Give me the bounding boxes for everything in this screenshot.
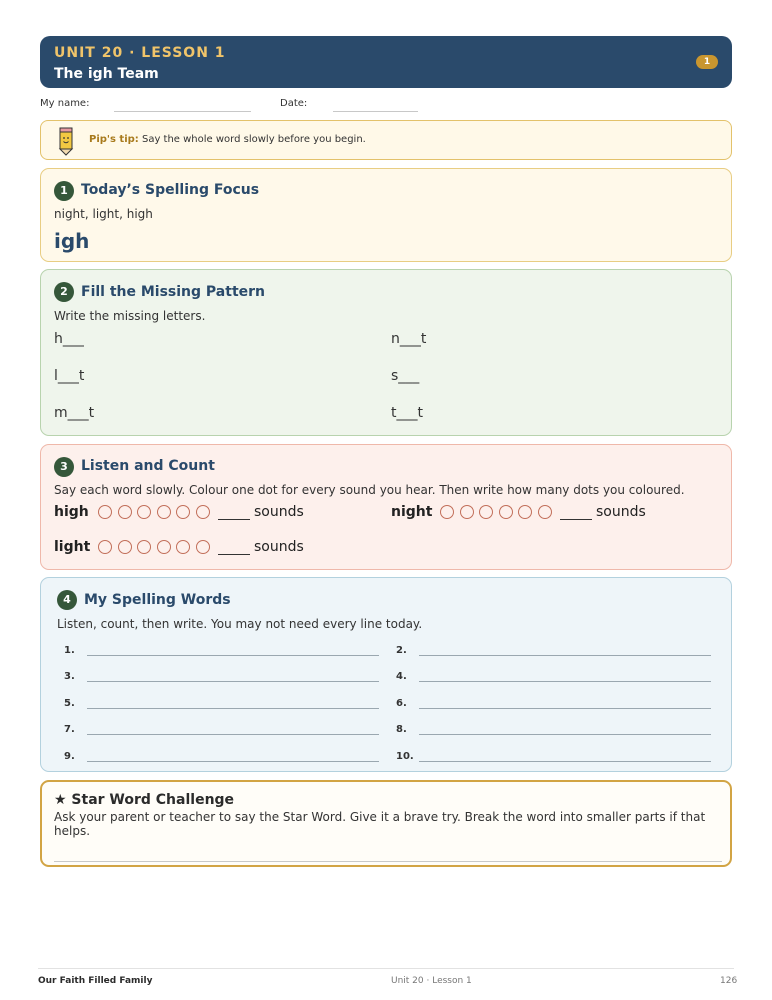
spelling-write-line[interactable] bbox=[87, 655, 379, 656]
section-number: 2 bbox=[54, 282, 74, 302]
sound-dot[interactable] bbox=[98, 505, 112, 519]
spelling-write-line[interactable] bbox=[419, 734, 711, 735]
missing-letter-item[interactable]: t___t bbox=[391, 405, 423, 421]
missing-letter-item[interactable]: n___t bbox=[391, 331, 427, 347]
sound-dot[interactable] bbox=[538, 505, 552, 519]
sound-dots[interactable] bbox=[98, 540, 215, 554]
line-number: 7. bbox=[64, 724, 75, 735]
count-word: night bbox=[391, 504, 433, 520]
lesson-title: The igh Team bbox=[54, 66, 159, 82]
missing-letter-item[interactable]: l___t bbox=[54, 368, 85, 384]
footer-lesson: Unit 20 · Lesson 1 bbox=[391, 976, 472, 986]
spelling-write-line[interactable] bbox=[419, 708, 711, 709]
unit-label: UNIT 20 · LESSON 1 bbox=[54, 45, 226, 61]
sound-count-blank[interactable] bbox=[218, 542, 250, 555]
section-title: Listen and Count bbox=[81, 458, 215, 474]
pencil-icon bbox=[57, 126, 75, 156]
line-number: 10. bbox=[396, 751, 414, 762]
section-title: My Spelling Words bbox=[84, 592, 231, 608]
line-number: 5. bbox=[64, 698, 75, 709]
lesson-badge: 1 bbox=[696, 55, 718, 69]
line-number: 2. bbox=[396, 645, 407, 656]
sound-dot[interactable] bbox=[137, 505, 151, 519]
page-number: 126 bbox=[720, 976, 738, 986]
sound-dot[interactable] bbox=[118, 505, 132, 519]
spelling-write-line[interactable] bbox=[87, 708, 379, 709]
sound-count-blank[interactable] bbox=[218, 507, 250, 520]
spelling-write-line[interactable] bbox=[419, 681, 711, 682]
sound-dot[interactable] bbox=[118, 540, 132, 554]
lesson-header bbox=[40, 36, 732, 88]
line-number: 6. bbox=[396, 698, 407, 709]
sound-dot[interactable] bbox=[98, 540, 112, 554]
section-number: 3 bbox=[54, 457, 74, 477]
star-challenge-text: Ask your parent or teacher to say the Star Word. Give it a brave try. Break the word into smaller parts if that helps. bbox=[54, 810, 706, 838]
count-word: high bbox=[54, 504, 89, 520]
spelling-focus-section bbox=[40, 168, 732, 262]
spelling-write-line[interactable] bbox=[419, 655, 711, 656]
sound-dot[interactable] bbox=[196, 540, 210, 554]
footer-brand: Our Faith Filled Family bbox=[38, 976, 153, 986]
date-field[interactable] bbox=[333, 111, 418, 112]
sound-dot[interactable] bbox=[176, 505, 190, 519]
focus-words: night, light, high bbox=[54, 207, 153, 221]
focus-pattern: igh bbox=[54, 229, 90, 253]
line-number: 1. bbox=[64, 645, 75, 656]
tip-message: Say the whole word slowly before you begin. bbox=[141, 134, 366, 145]
sound-dot[interactable] bbox=[137, 540, 151, 554]
missing-letter-item[interactable]: h___ bbox=[54, 331, 84, 347]
missing-letter-item[interactable]: s___ bbox=[391, 368, 420, 384]
name-field[interactable] bbox=[114, 111, 251, 112]
tip-text bbox=[89, 134, 366, 145]
count-word: light bbox=[54, 539, 91, 555]
line-number: 4. bbox=[396, 671, 407, 682]
sound-count-blank[interactable] bbox=[560, 507, 592, 520]
fill-missing-pattern-section bbox=[40, 269, 732, 436]
sound-dots[interactable] bbox=[440, 505, 557, 519]
sound-dot[interactable] bbox=[479, 505, 493, 519]
line-number: 3. bbox=[64, 671, 75, 682]
line-number: 8. bbox=[396, 724, 407, 735]
missing-letter-item[interactable]: m___t bbox=[54, 405, 95, 421]
sound-dot[interactable] bbox=[499, 505, 513, 519]
star-word-write-line[interactable] bbox=[54, 861, 722, 862]
sounds-label: sounds bbox=[596, 504, 646, 520]
sound-dot[interactable] bbox=[157, 505, 171, 519]
line-number: 9. bbox=[64, 751, 75, 762]
sounds-label: sounds bbox=[254, 504, 304, 520]
sound-dot[interactable] bbox=[518, 505, 532, 519]
star-challenge-title: ★ Star Word Challenge bbox=[54, 792, 235, 808]
footer-divider bbox=[38, 968, 734, 969]
sound-dot[interactable] bbox=[176, 540, 190, 554]
section-instruction: Say each word slowly. Colour one dot for every sound you hear. Then write how many dots you coloured. bbox=[54, 483, 685, 497]
sounds-label: sounds bbox=[254, 539, 304, 555]
section-number: 1 bbox=[54, 181, 74, 201]
sound-dot[interactable] bbox=[196, 505, 210, 519]
my-spelling-words-section bbox=[40, 577, 732, 772]
spelling-write-line[interactable] bbox=[87, 734, 379, 735]
sound-dot[interactable] bbox=[440, 505, 454, 519]
section-instruction: Write the missing letters. bbox=[54, 309, 206, 323]
name-label: My name: bbox=[40, 98, 90, 109]
listen-and-count-section bbox=[40, 444, 732, 570]
name-date-row bbox=[40, 98, 732, 114]
sound-dots[interactable] bbox=[98, 505, 215, 519]
star-word-challenge-section bbox=[40, 780, 732, 867]
spelling-write-line[interactable] bbox=[87, 761, 379, 762]
tip-box bbox=[40, 120, 732, 160]
spelling-write-line[interactable] bbox=[87, 681, 379, 682]
tip-speaker: Pip's tip: bbox=[89, 134, 139, 145]
section-title: Today’s Spelling Focus bbox=[81, 182, 260, 198]
sound-dot[interactable] bbox=[157, 540, 171, 554]
section-title: Fill the Missing Pattern bbox=[81, 284, 266, 300]
section-number: 4 bbox=[57, 590, 77, 610]
spelling-write-line[interactable] bbox=[419, 761, 711, 762]
sound-dot[interactable] bbox=[460, 505, 474, 519]
date-label: Date: bbox=[280, 98, 308, 109]
section-instruction: Listen, count, then write. You may not need every line today. bbox=[57, 617, 423, 631]
